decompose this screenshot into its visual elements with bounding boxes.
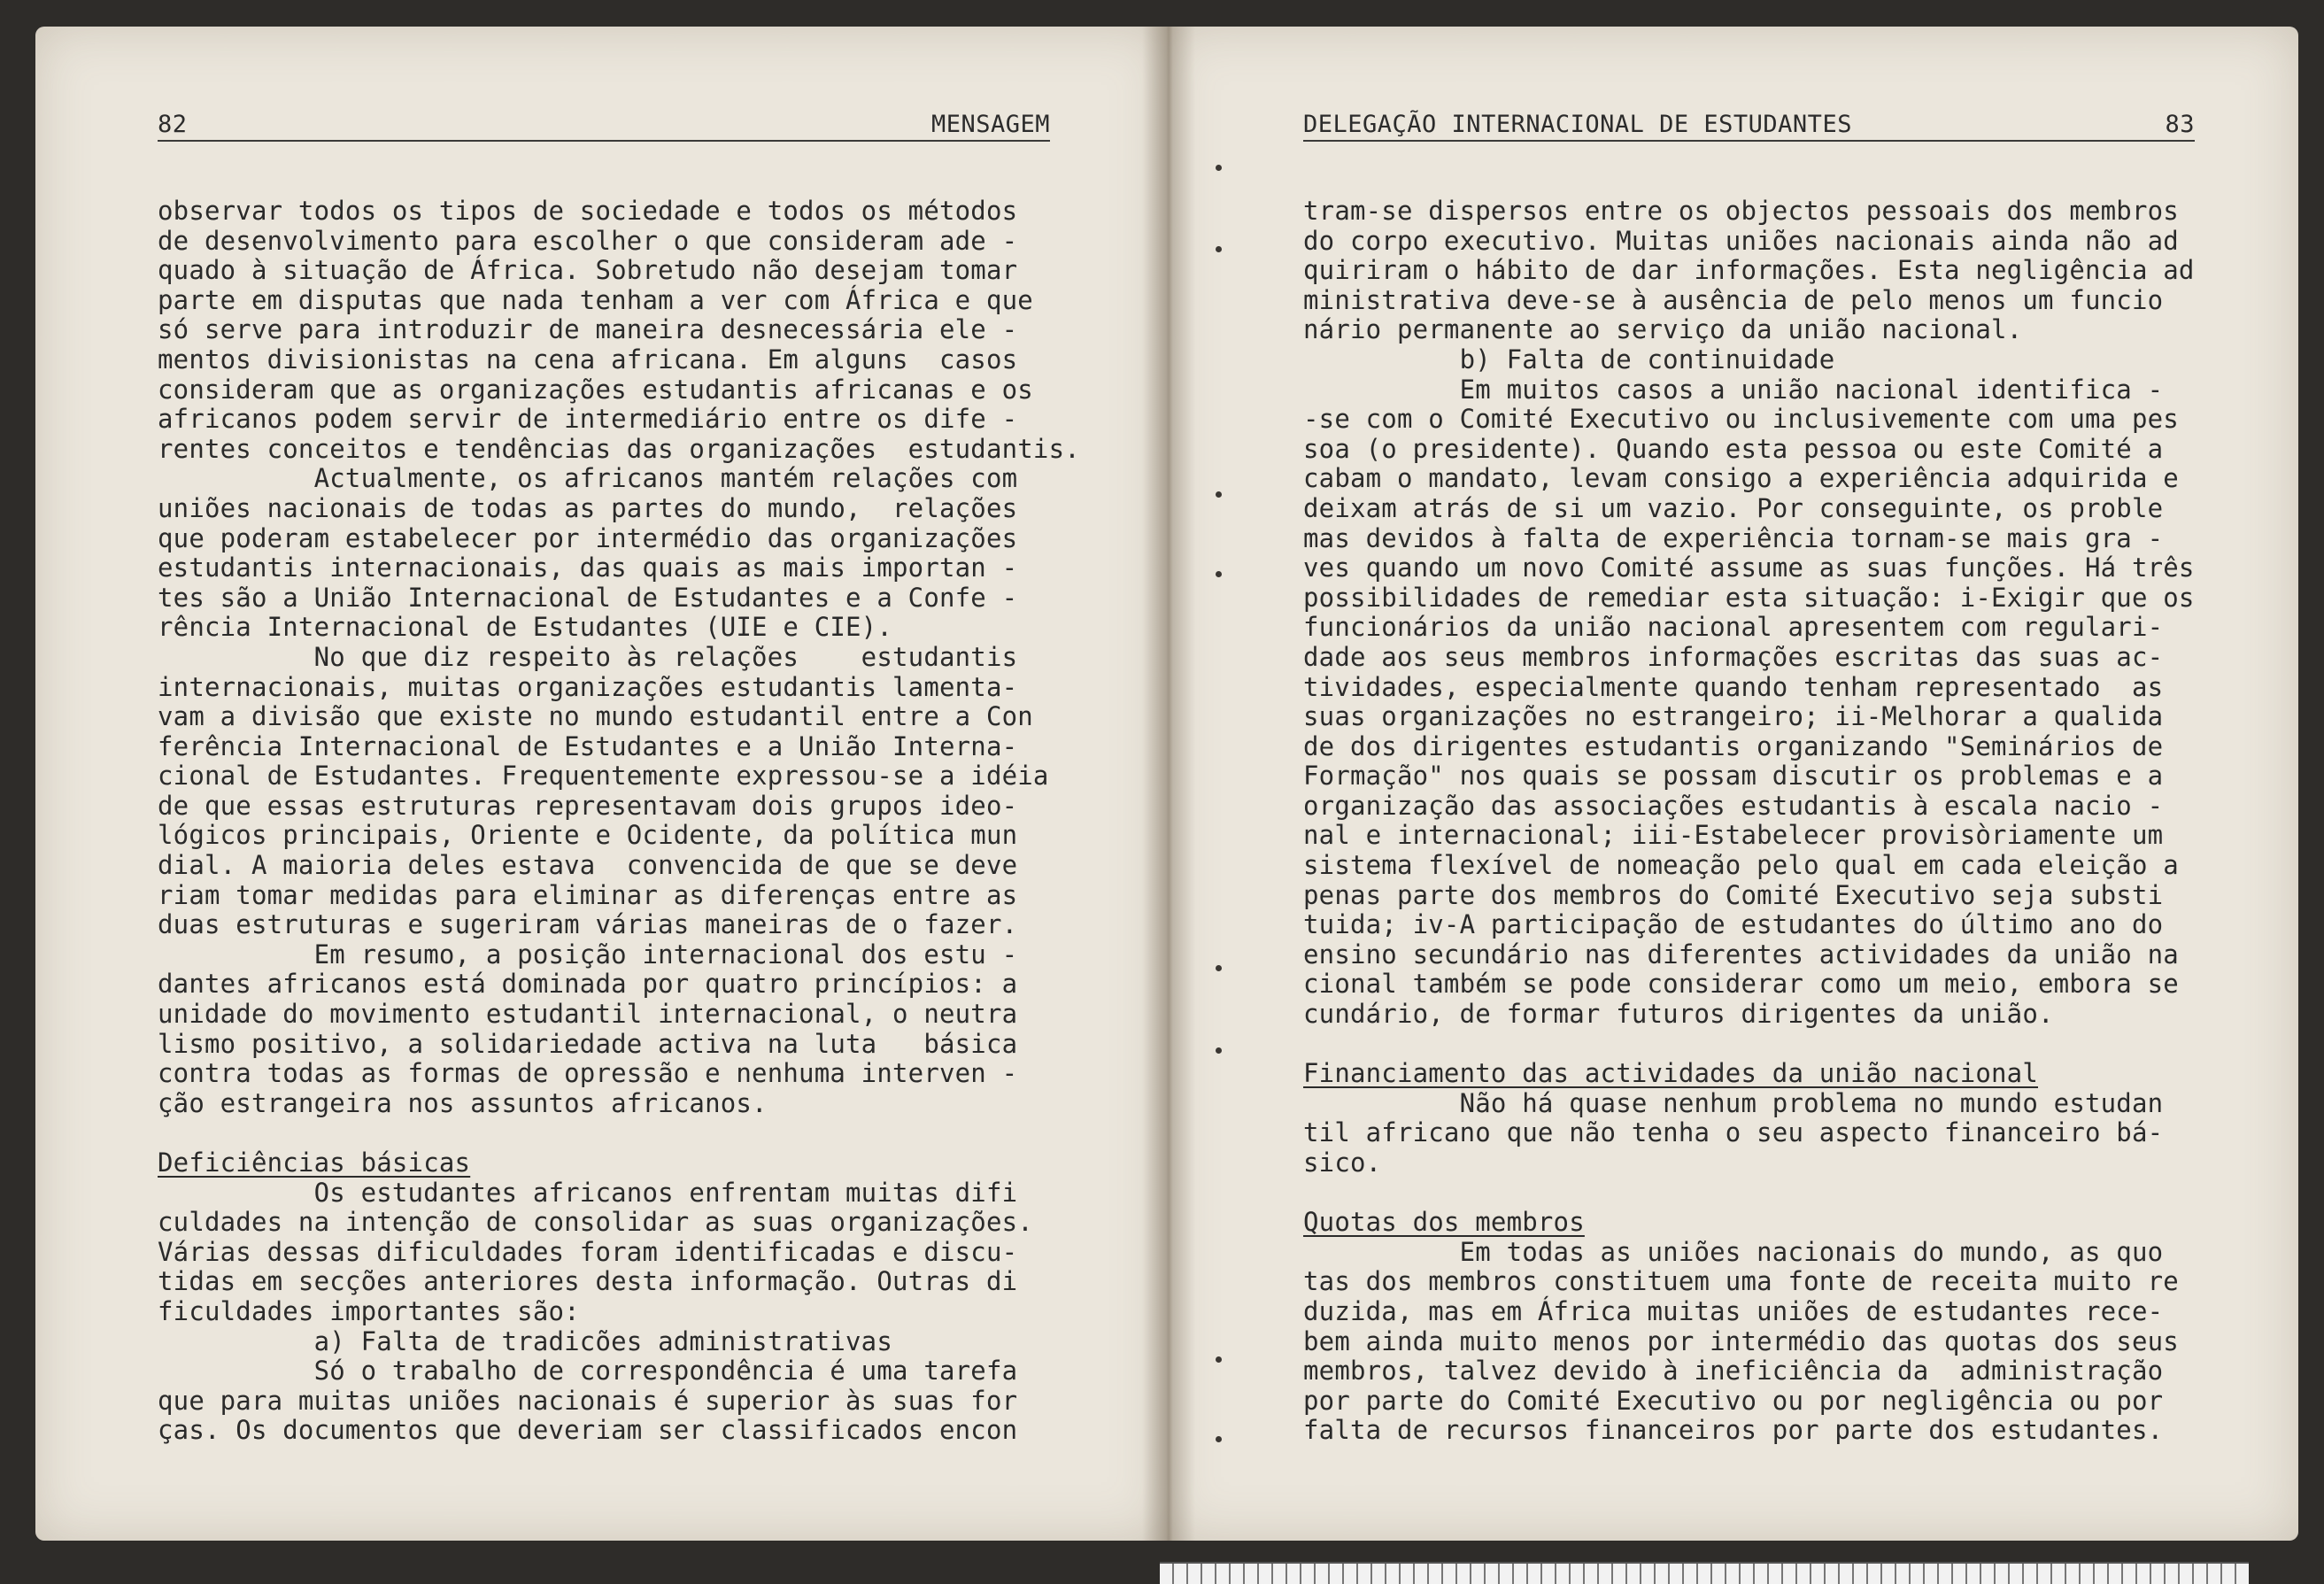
text-line: uniões nacionais de todas as partes do mundo, relações xyxy=(158,492,1018,523)
text-line: Não há quase nenhum problema no mundo estudan xyxy=(1303,1087,2164,1118)
text-line: que para muitas uniões nacionais é superior às suas for xyxy=(158,1385,1018,1416)
text-line: dial. A maioria deles estava convencida de que se deve xyxy=(158,850,1018,881)
text-line: dade aos seus membros informações escritas das suas ac- xyxy=(1303,641,2164,672)
right-page-number: 83 xyxy=(2165,111,2195,138)
text-line: dantes africanos está dominada por quatro princípios: a xyxy=(158,969,1018,1000)
text-line: sico. xyxy=(1303,1147,1382,1178)
text-line: culdades na intenção de consolidar as suas organizações. xyxy=(158,1207,1033,1238)
blank-line xyxy=(158,1118,1052,1148)
binding-hole xyxy=(1216,165,1222,171)
text-line: til africano que não tenha o seu aspecto financeiro bá- xyxy=(1303,1117,2164,1148)
book-gutter xyxy=(1142,27,1195,1541)
text-line: duzida, mas em África muitas uniões de estudantes rece- xyxy=(1303,1295,2164,1326)
text-line: unidade do movimento estudantil internacional, o neutra xyxy=(158,999,1018,1030)
text-line: que poderam estabelecer por intermédio das organizações xyxy=(158,522,1018,553)
text-line: tividades, especialmente quando tenham representado as xyxy=(1303,671,2164,702)
deficiencias-text xyxy=(158,1178,1052,1446)
text-line: penas parte dos membros do Comité Executivo seja substi xyxy=(1303,879,2164,910)
text-line: Actualmente, os africanos mantém relações com xyxy=(158,463,1018,494)
text-line: tes são a União Internacional de Estudantes e a Confe - xyxy=(158,582,1018,613)
text-line: ves quando um novo Comité assume as suas funções. Há três xyxy=(1303,552,2195,583)
text-line: ministrativa deve-se à ausência de pelo menos um funcio xyxy=(1303,284,2164,315)
scale-ruler xyxy=(1160,1562,2249,1584)
left-page-number: 82 xyxy=(158,111,188,138)
text-line: tidas em secções anteriores desta informação. Outras di xyxy=(158,1266,1018,1297)
blank-line xyxy=(1303,1030,2197,1060)
text-line: quado à situação de África. Sobretudo não desejam tomar xyxy=(158,255,1018,286)
text-line: africanos podem servir de intermediário entre os dife - xyxy=(158,404,1018,435)
text-line: de desenvolvimento para escolher o que consideram ade - xyxy=(158,225,1018,256)
section-heading-deficiencias: Deficiências básicas xyxy=(158,1147,471,1178)
text-line: -se com o Comité Executivo ou inclusivemente com uma pes xyxy=(1303,404,2179,435)
text-line: estudantis internacionais, das quais as mais importan - xyxy=(158,552,1018,583)
text-line: cional também se pode considerar como um meio, embora se xyxy=(1303,969,2179,1000)
binding-hole xyxy=(1216,246,1222,252)
blank-line xyxy=(1303,1178,2197,1209)
text-line: só serve para introduzir de maneira desnecessária ele - xyxy=(158,314,1018,345)
text-line: Só o trabalho de correspondência é uma tarefa xyxy=(158,1356,1018,1387)
text-line: de dos dirigentes estudantis organizando "Seminários de xyxy=(1303,730,2164,761)
text-line: deixam atrás de si um vazio. Por conseguinte, os proble xyxy=(1303,492,2164,523)
binding-hole xyxy=(1216,1436,1222,1442)
binding-hole xyxy=(1216,965,1222,971)
text-line: cundário, de formar futuros dirigentes da união. xyxy=(1303,999,2054,1030)
left-running-title: MENSAGEM xyxy=(930,111,1050,138)
text-line: cional de Estudantes. Frequentemente expressou-se a idéia xyxy=(158,761,1049,792)
text-line: riam tomar medidas para eliminar as diferenças entre as xyxy=(158,879,1018,910)
right-body-text xyxy=(1303,197,2197,1030)
text-line: de que essas estruturas representavam dois grupos ideo- xyxy=(158,790,1018,821)
text-line: organização das associações estudantis à escala nacio - xyxy=(1303,790,2164,821)
quotas-text xyxy=(1303,1238,2197,1446)
text-line: Várias dessas dificuldades foram identificadas e discu- xyxy=(158,1236,1018,1267)
text-line: lismo positivo, a solidariedade activa na luta básica xyxy=(158,1028,1018,1059)
left-body-text xyxy=(158,196,1080,1118)
text-line: falta de recursos financeiros por parte dos estudantes. xyxy=(1303,1415,2164,1446)
left-page-header xyxy=(158,104,1050,142)
text-line: soa (o presidente). Quando esta pessoa ou este Comité a xyxy=(1303,433,2164,464)
text-line: nário permanente ao serviço da união nacional. xyxy=(1303,314,2023,345)
text-line: nal e internacional; iii-Estabelecer provisòriamente um xyxy=(1303,820,2164,851)
text-line: No que diz respeito às relações estudantis xyxy=(158,641,1018,672)
text-line: do corpo executivo. Muitas uniões nacionais ainda não ad xyxy=(1303,225,2179,256)
section-heading-quotas: Quotas dos membros xyxy=(1303,1207,1585,1238)
text-line: Em todas as uniões nacionais do mundo, as quo xyxy=(1303,1236,2164,1267)
text-line: contra todas as formas de opressão e nenhuma interven - xyxy=(158,1058,1018,1089)
text-line: ensino secundário nas diferentes actividades da união na xyxy=(1303,939,2179,970)
left-text-column xyxy=(158,196,1080,1446)
text-line: possibilidades de remediar esta situação: i-Exigir que os xyxy=(1303,582,2195,613)
text-line: funcionários da união nacional apresentem com regulari- xyxy=(1303,612,2164,643)
text-line: parte em disputas que nada tenham a ver com África e que xyxy=(158,284,1033,315)
text-line: ferência Internacional de Estudantes e a União Interna- xyxy=(158,730,1018,761)
text-line: ças. Os documentos que deveriam ser classificados encon xyxy=(158,1415,1018,1446)
text-line: membros, talvez devido à ineficiência da administração xyxy=(1303,1356,2164,1387)
text-line: mentos divisionistas na cena africana. Em alguns casos xyxy=(158,344,1018,375)
text-line: consideram que as organizações estudantis africanas e os xyxy=(158,374,1033,405)
text-line: ção estrangeira nos assuntos africanos. xyxy=(158,1087,768,1118)
right-running-title: DELEGAÇÃO INTERNACIONAL DE ESTUDANTES xyxy=(1303,111,1852,138)
section-heading-financiamento: Financiamento das actividades da união nacional xyxy=(1303,1058,2038,1089)
text-line: lógicos principais, Oriente e Ocidente, da política mun xyxy=(158,820,1018,851)
text-line: por parte do Comité Executivo ou por negligência ou por xyxy=(1303,1385,2164,1416)
text-line: Em muitos casos a união nacional identifica - xyxy=(1303,374,2164,405)
text-line: observar todos os tipos de sociedade e todos os métodos xyxy=(158,196,1018,226)
binding-hole xyxy=(1216,1356,1222,1363)
text-line: ficuldades importantes são: xyxy=(158,1295,580,1326)
binding-hole xyxy=(1216,1047,1222,1054)
text-line: a) Falta de tradicões administrativas xyxy=(158,1325,892,1356)
text-line: rência Internacional de Estudantes (UIE e CIE). xyxy=(158,612,892,643)
text-line: tas dos membros constituem uma fonte de receita muito re xyxy=(1303,1266,2179,1297)
binding-hole xyxy=(1216,571,1222,577)
text-line: rentes conceitos e tendências das organizações estudantis. xyxy=(158,433,1080,464)
text-line: vam a divisão que existe no mundo estudantil entre a Con xyxy=(158,701,1033,732)
text-line: duas estruturas e sugeriram várias maneiras de o fazer. xyxy=(158,909,1018,940)
text-line: Os estudantes africanos enfrentam muitas difi xyxy=(158,1177,1018,1208)
text-line: Em resumo, a posição internacional dos estu - xyxy=(158,939,1018,970)
right-text-column xyxy=(1303,197,2197,1446)
text-line: b) Falta de continuidade xyxy=(1303,344,1835,375)
text-line: Formação" nos quais se possam discutir os problemas e a xyxy=(1303,761,2164,792)
financiamento-text xyxy=(1303,1089,2197,1178)
text-line: sistema flexível de nomeação pelo qual em cada eleição a xyxy=(1303,850,2179,881)
text-line: cabam o mandato, levam consigo a experiência adquirida e xyxy=(1303,463,2179,494)
text-line: internacionais, muitas organizações estudantis lamenta- xyxy=(158,671,1018,702)
text-line: tram-se dispersos entre os objectos pessoais dos membros xyxy=(1303,196,2179,226)
right-page-header xyxy=(1303,104,2195,142)
text-line: tuida; iv-A participação de estudantes do último ano do xyxy=(1303,909,2164,940)
text-line: mas devidos à falta de experiência tornam-se mais gra - xyxy=(1303,522,2164,553)
text-line: quiriram o hábito de dar informações. Esta negligência ad xyxy=(1303,255,2195,286)
text-line: bem ainda muito menos por intermédio das quotas dos seus xyxy=(1303,1325,2179,1356)
binding-hole xyxy=(1216,491,1222,498)
text-line: suas organizações no estrangeiro; ii-Melhorar a qualida xyxy=(1303,701,2164,732)
